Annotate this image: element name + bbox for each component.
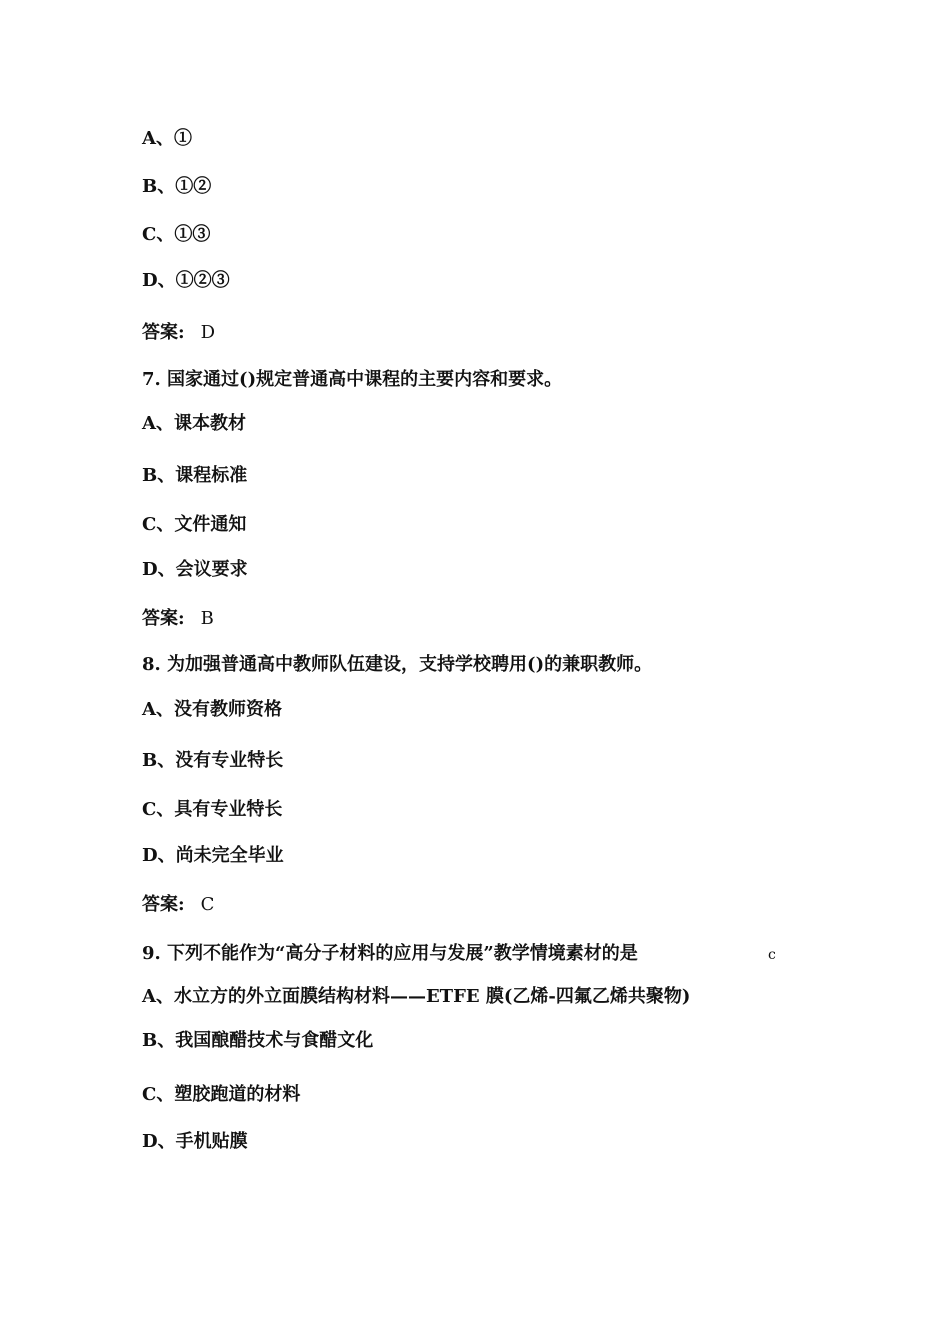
answer-label: 答案: <box>142 894 185 915</box>
q7-option-a: A、课本教材 <box>142 413 246 434</box>
q7-option-d: D、会议要求 <box>142 559 248 580</box>
q7-option-c: C、文件通知 <box>142 514 247 535</box>
q8-answer <box>142 894 214 916</box>
q9-option-c: C、塑胶跑道的材料 <box>142 1084 301 1105</box>
answer-value: C <box>200 894 215 915</box>
q8-option-a: A、没有教师资格 <box>142 699 282 720</box>
answer-label: 答案: <box>142 322 185 343</box>
q7-question: 7. 国家通过()规定普通高中课程的主要内容和要求。 <box>142 369 563 390</box>
answer-value: B <box>200 608 214 629</box>
q6-option-c: C、①③ <box>142 224 211 245</box>
q6-option-b: B、①② <box>142 176 212 197</box>
q8-option-c: C、具有专业特长 <box>142 799 283 820</box>
q9-option-d: D、手机贴膜 <box>142 1131 248 1152</box>
q7-answer <box>142 608 214 630</box>
q8-question: 8. 为加强普通高中教师队伍建设，支持学校聘用()的兼职教师。 <box>142 654 653 675</box>
q7-option-b: B、课程标准 <box>142 465 248 486</box>
answer-label: 答案: <box>142 608 185 629</box>
q9-question: 9. 下列不能作为“高分子材料的应用与发展”教学情境素材的是 <box>142 943 638 964</box>
q6-answer <box>142 322 215 344</box>
q9-side-answer: c <box>768 947 776 963</box>
q8-option-b: B、没有专业特长 <box>142 750 284 771</box>
q9-option-a: A、水立方的外立面膜结构材料——ETFE 膜(乙烯-四氟乙烯共聚物) <box>142 986 691 1007</box>
q9-option-b: B、我国酿醋技术与食醋文化 <box>142 1030 374 1051</box>
q6-option-d: D、①②③ <box>142 270 230 291</box>
answer-value: D <box>200 322 216 343</box>
q6-option-a: A、① <box>142 128 192 149</box>
q8-option-d: D、尚未完全毕业 <box>142 845 284 866</box>
